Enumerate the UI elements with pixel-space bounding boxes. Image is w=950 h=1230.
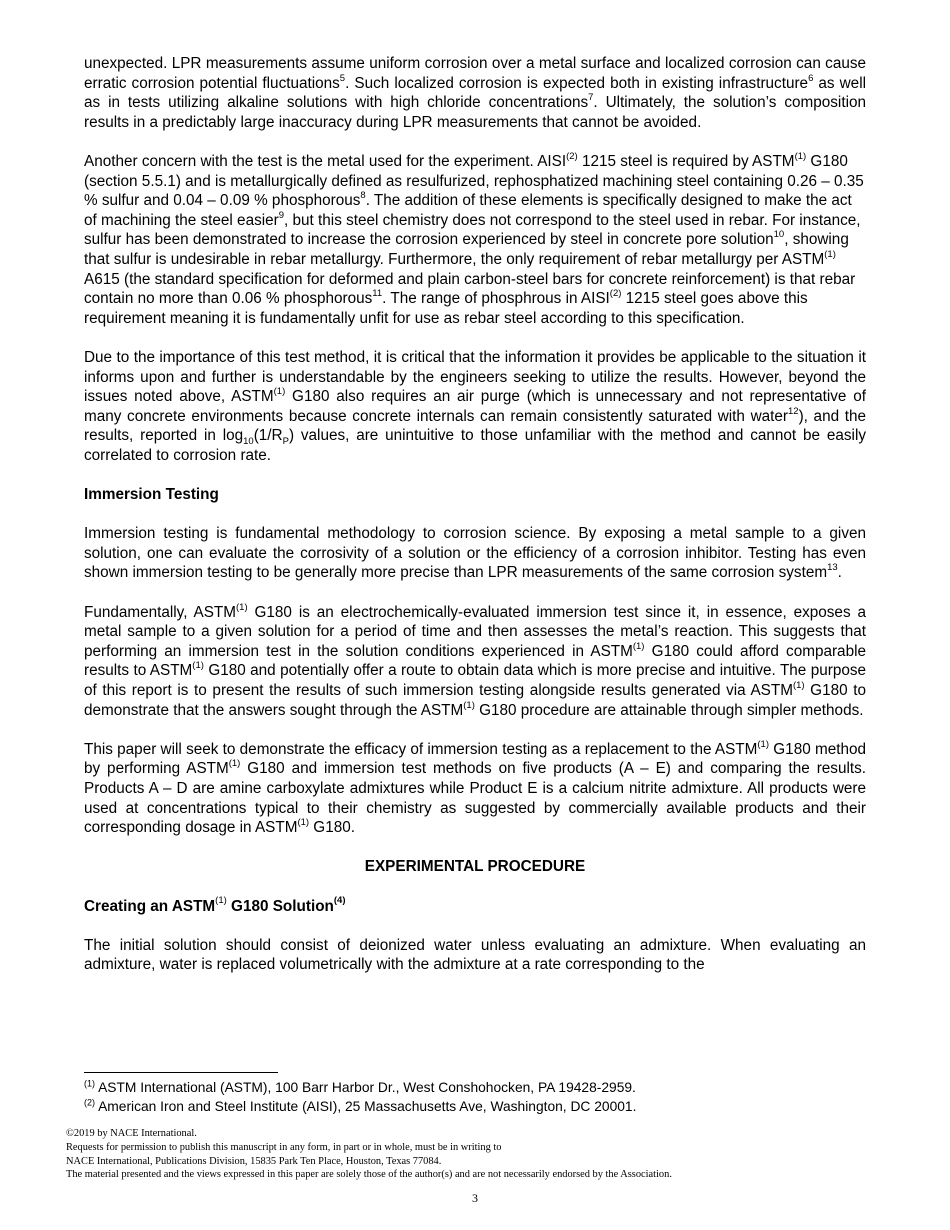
subsection-heading-creating-solution [84,897,866,917]
text-run: unexpected. LPR measurements assume uniform corrosion over a metal surface and localized corrosion can cause erratic corrosion potential fluctuations [84,55,866,92]
reference-mark: 7 [588,92,594,104]
footnote-mark: (1) [192,660,204,672]
reference-mark: 11 [372,288,383,300]
text-run: G180 to demonstrate that the answers sought through the ASTM [84,682,866,719]
footnote-text: American Iron and Steel Institute (AISI), 25 Massachusetts Ave, Washington, DC 20001. [95,1098,637,1114]
footnote-aisi [84,1098,866,1117]
address-line: NACE International, Publications Division, 15835 Park Ten Place, Houston, Texas 77084. [66,1155,442,1167]
text-run: G180 (section 5.5.1) and is metallurgically defined as resulfurized, rephosphatized machining steel containing 0.26 – 0.35 % sulfur and 0.04 – 0.09 % phosphorous [84,152,864,210]
reference-mark: 12 [788,405,799,417]
footnote-mark: (1) [84,1078,95,1089]
text-run: G180 procedure are attainable through simpler methods. [474,701,864,719]
footnote-mark: (2) [609,288,622,300]
subscript: 10 [243,436,254,448]
disclaimer-line: The material presented and the views expressed in this paper are solely those of the author(s) and are not necessarily endorsed by the Association. [66,1169,672,1181]
paragraph-initial-solution: The initial solution should consist of deionized water unless evaluating an admixture. When evaluating an admixture, water is replaced volumetrically with the admixture at a rate corresponding to the [84,936,866,974]
section-heading-immersion-testing: Immersion Testing [84,486,219,504]
footnote-mark: (4) [333,895,346,907]
text-run: Due to the importance of this test method, it is critical that the information it provides be applicable to the situation it informs upon and further is understandable by the engineers seeking to utilize the results. However, beyond the issues noted above, ASTM [84,348,866,406]
text-run: 1215 steel goes above this requirement meaning it is fundamentally unfit for use as rebar steel according to this specification. [84,290,808,327]
text-run: G180 could afford comparable results to ASTM [84,642,866,680]
copyright-line: ©2019 by NACE International. [66,1128,197,1139]
footnote-mark: (1) [273,386,286,397]
paragraph-test-importance [84,348,866,466]
text-run: G180 and immersion test methods on five products (A – E) and comparing the results. Products A – D are amine carboxylate admixtures while Product E is a calcium nitrite admixture. All products were used at concentrations typical to their chemistry as suggested by commercially available products and their corresponding dosage in ASTM [84,760,866,837]
footnotes [84,1079,866,1116]
text-run: , showing that sulfur is undesirable in rebar metallurgy. Furthermore, the only requirement of rebar metallurgy per ASTM [84,231,849,268]
text-run: 1215 steel is required by ASTM [577,152,795,170]
body-text [84,54,866,995]
reference-mark: 10 [773,229,785,241]
footnote-mark: (1) [632,640,645,652]
permission-line: Requests for permission to publish this manuscript in any form, in part or in whole, must be in writing to [66,1141,502,1153]
text-run: G180 and potentially offer a route to obtain data which is more precise and intuitive. The purpose of this report is to present the results of such immersion testing alongside results generated via ASTM [84,662,866,699]
paragraph-immersion-fundamentals [84,603,866,721]
paragraph-paper-aim [84,740,866,838]
paragraph-lpr-localized-corrosion [84,54,866,132]
reference-mark: 9 [278,209,285,221]
footnote-mark: (2) [84,1096,95,1107]
text-run: . Such localized corrosion is expected both in existing infrastructure [345,74,809,92]
text-run: This paper will seek to demonstrate the efficacy of immersion testing as a replacement to the ASTM [84,740,758,758]
text-run: Another concern with the test is the metal used for the experiment. AISI [84,152,567,170]
footnote-mark: (1) [215,895,227,907]
footnote-mark: (1) [757,738,770,750]
footnote-astm [84,1079,866,1098]
footnote-mark: (1) [794,150,807,162]
text-run: . The addition of these elements is specifically designed to make the act of machining the steel easier [84,192,852,229]
text-run: as well as in tests utilizing alkaline solutions with high chloride concentrations [84,74,866,112]
footnote-mark: (2) [566,150,578,162]
text-run: ), and the results, reported in log [84,407,866,445]
reference-mark: 13 [827,562,838,574]
reference-mark: 8 [360,190,366,202]
footnote-divider [84,1072,278,1073]
text-run: , but this steel chemistry does not correspond to the steel used in rebar. For instance, sulfur has been demonstrated to increase the corrosion experienced by steel in concrete pore solution [84,211,861,249]
copyright-notice [66,1127,886,1182]
reference-mark: 6 [808,72,814,84]
subscript: P [282,436,289,448]
text-run: . Ultimately, the solution’s composition results in a predictably large inaccuracy during LPR measurements that cannot be avoided. [84,94,866,131]
footnote-mark: (1) [824,248,836,260]
footnote-mark: (1) [236,601,248,613]
footnote-text: ASTM International (ASTM), 100 Barr Harbor Dr., West Conshohocken, PA 19428-2959. [95,1080,636,1095]
text-run: Fundamentally, ASTM [84,603,236,621]
text-run: Creating an ASTM [84,897,216,915]
paragraph-immersion-intro [84,524,866,583]
text-run: G180 Solution [226,897,334,915]
reference-mark: 5 [339,72,346,84]
text-run: Immersion testing is fundamental methodology to corrosion science. By exposing a metal sample to a given solution, one can evaluate the corrosivity of a solution or the efficiency of a corrosion inhibitor. Testing has even shown immersion testing to be generally more precise than LPR measurements of the same corrosion system [84,525,866,582]
text-run: ) values, are unintuitive to those unfamiliar with the method and cannot be easily correlated to corrosion rate. [84,427,866,464]
text-run: G180 is an electrochemically-evaluated immersion test since it, in essence, exposes a metal sample to a given solution for a period of time and then assesses the metal’s reaction. This suggests that performing an immersion test in the solution conditions experienced in ASTM [84,603,866,660]
text-run: G180 method by performing ASTM [84,740,866,778]
text-run: . [837,564,842,582]
page-number: 3 [472,1191,478,1205]
footnote-mark: (1) [297,817,310,829]
text-run: (1/R [253,427,283,445]
text-run: . The range of phosphrous in AISI [382,290,610,308]
footnote-mark: (1) [792,679,805,691]
text-run: A615 (the standard specification for deformed and plain carbon-steel bars for concrete reinforcement) is that rebar contain no more than 0.06 % phosphorous [84,270,856,308]
section-heading-experimental-procedure: EXPERIMENTAL PROCEDURE [364,858,586,876]
paragraph-metal-concern [84,152,866,328]
text-run: G180. [309,819,355,837]
footnote-mark: (1) [228,758,241,770]
text-run: G180 also requires an air purge (which is unnecessary and not representative of many concrete environments because concrete internals can remain consistently saturated with water [84,388,866,425]
footnote-mark: (1) [463,699,475,711]
